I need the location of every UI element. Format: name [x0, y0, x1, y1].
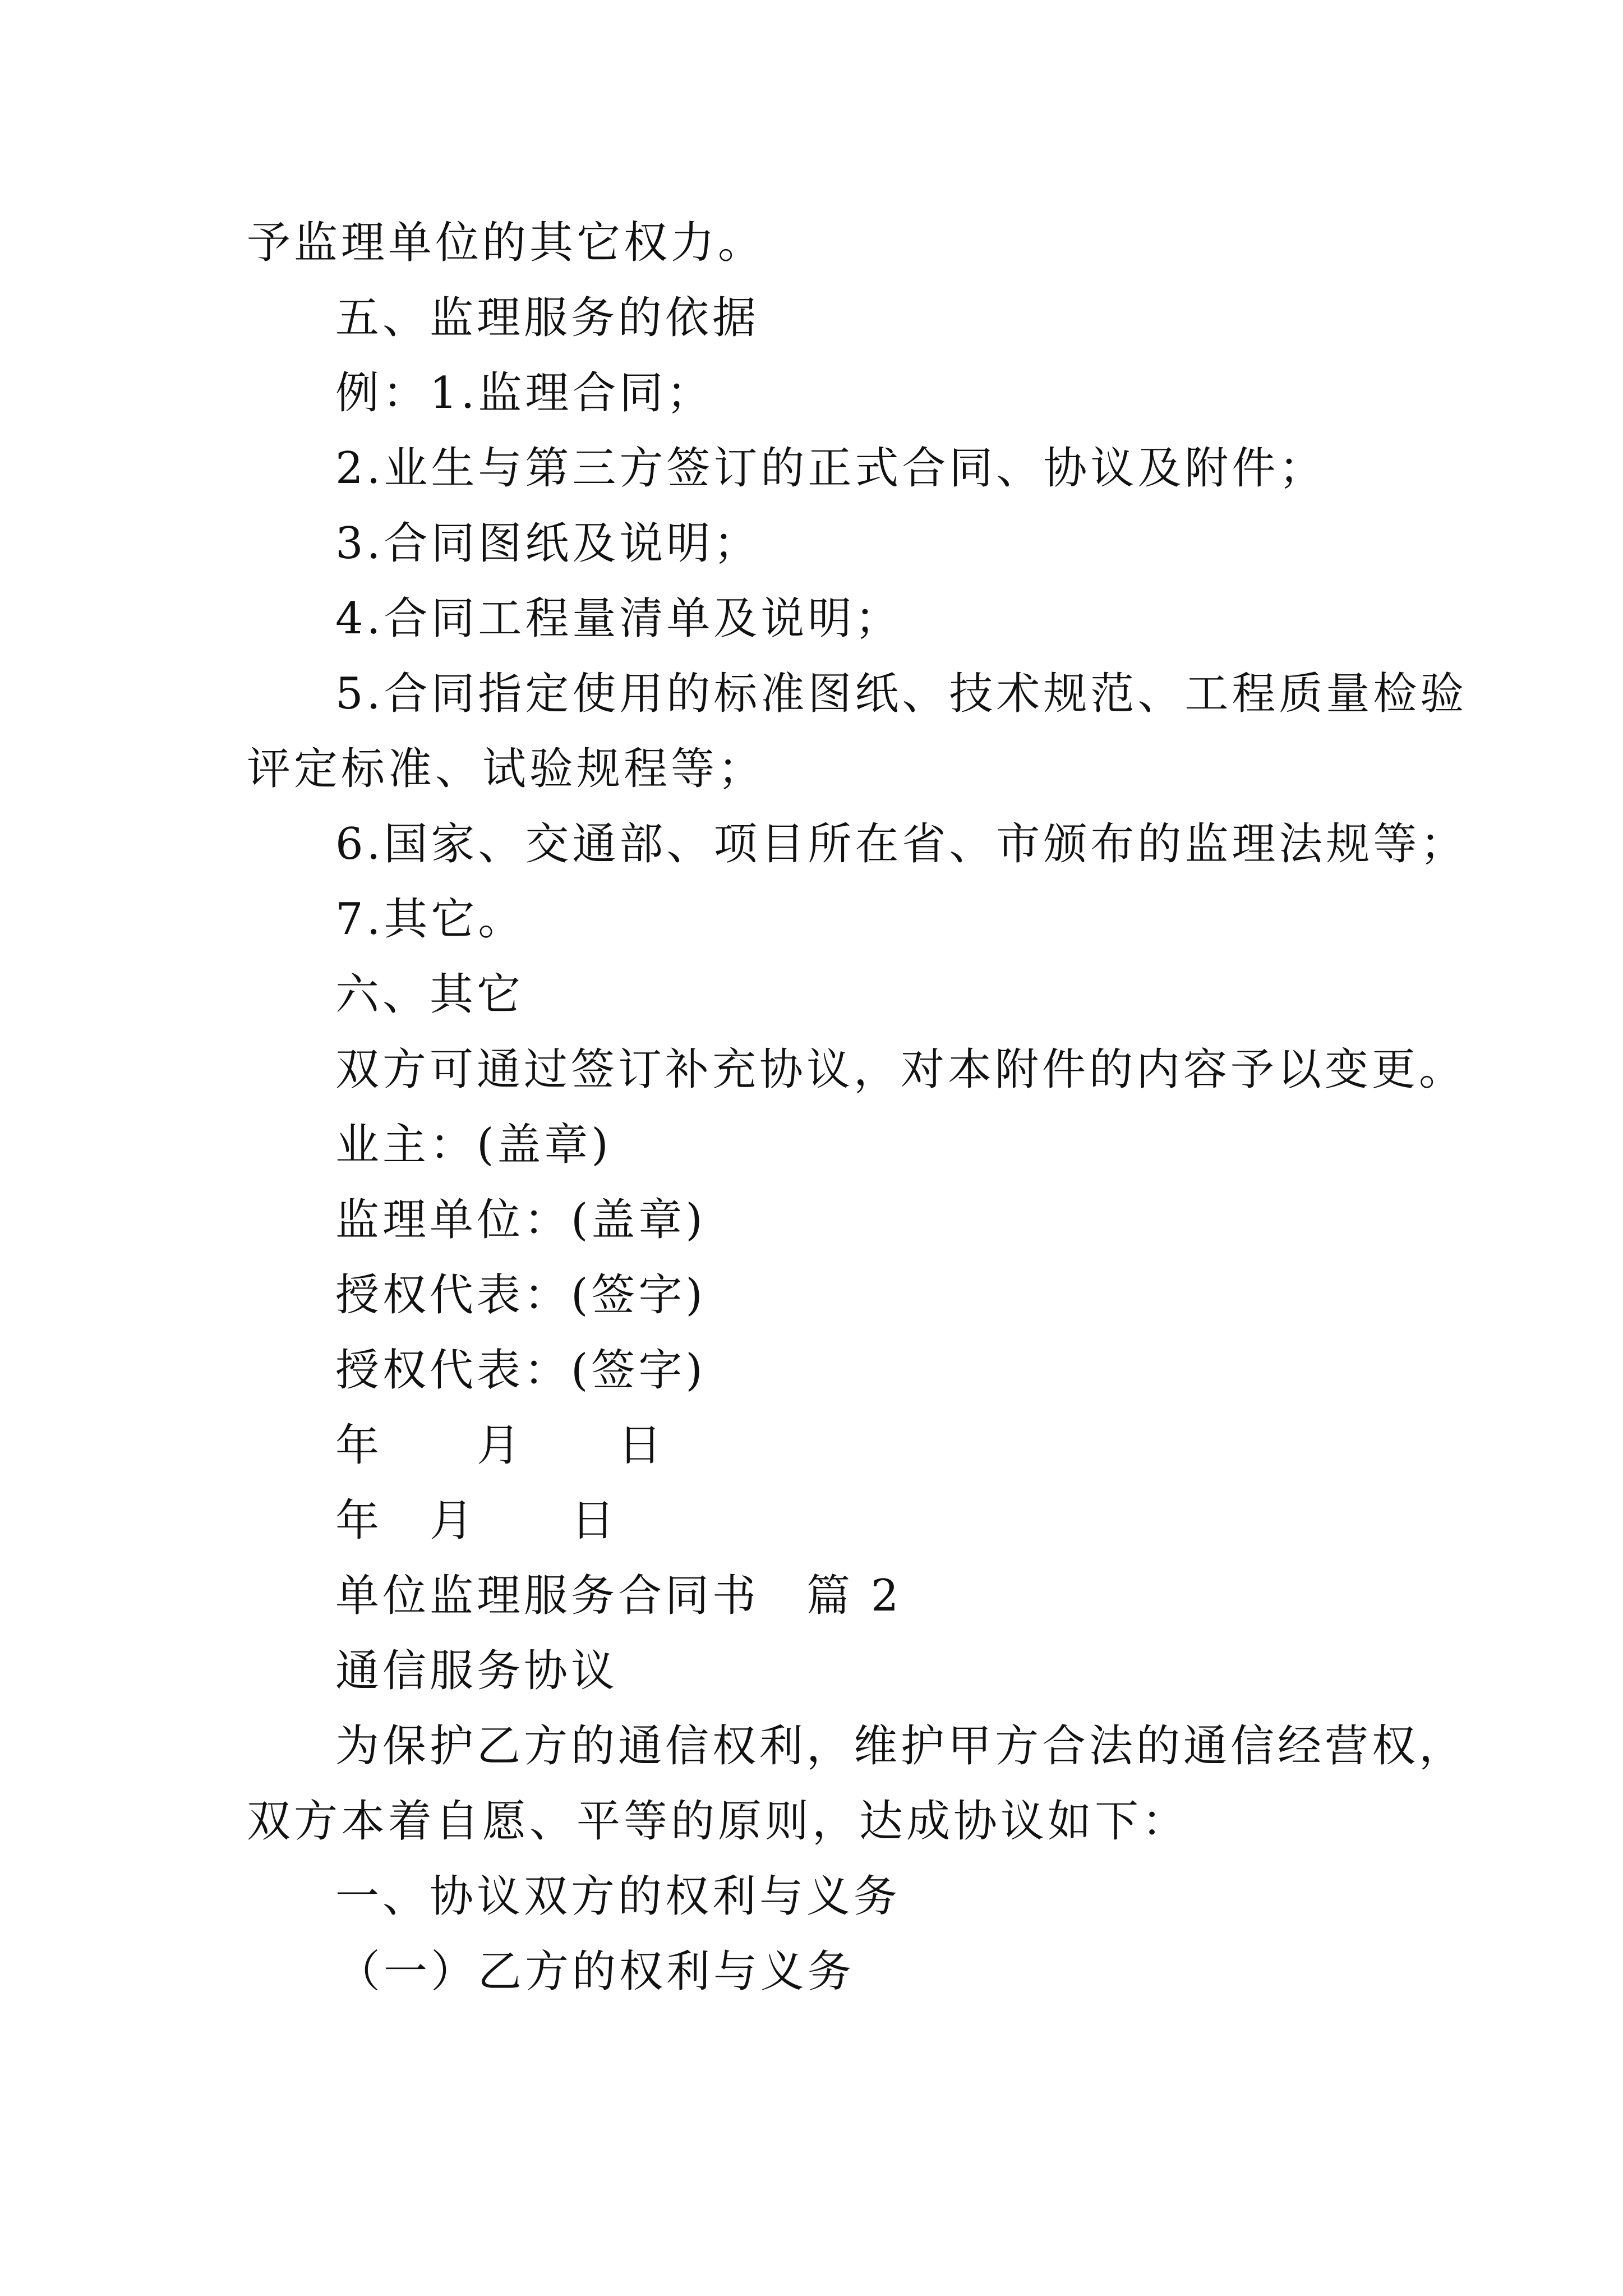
list-item: 6.国家、交通部、项目所在省、市颁布的监理法规等；	[335, 819, 1468, 869]
list-item: 例：1.监理合同；	[335, 368, 714, 418]
signature-line: 授权代表：(签字)	[335, 1270, 706, 1320]
list-item: 3.合同图纸及说明；	[335, 518, 761, 569]
section-heading: 五、监理服务的依据	[335, 293, 760, 343]
paragraph-line: 双方可通过签订补充协议，对本附件的内容予以变更。	[335, 1045, 1467, 1095]
paragraph-line: 予监理单位的其它权力。	[247, 218, 766, 268]
subsection-heading: （一）乙方的权利与义务	[336, 1947, 855, 1997]
signature-line: 授权代表：(签字)	[335, 1345, 706, 1396]
section-heading: 六、其它	[335, 969, 524, 1020]
section-heading: 一、协议双方的权利与义务	[335, 1871, 901, 1922]
date-line: 年 月 日	[335, 1496, 619, 1546]
list-item: 7.其它。	[335, 894, 525, 945]
list-item: 4.合同工程量清单及说明；	[335, 593, 902, 644]
signature-line: 监理单位：(盖章)	[335, 1195, 706, 1245]
list-item: 2.业生与第三方签订的正式合同、协议及附件；	[335, 443, 1326, 494]
date-line: 年 月 日	[335, 1420, 666, 1471]
list-item: 5.合同指定使用的标准图纸、技术规范、工程质量检验	[335, 669, 1468, 719]
paragraph-line: 为保护乙方的通信权利，维护甲方合法的通信经营权，	[335, 1721, 1467, 1772]
paragraph-line: 双方本着自愿、平等的原则，达成协议如下：	[247, 1796, 1189, 1847]
list-item-continuation: 评定标准、试验规程等；	[247, 744, 766, 794]
signature-line: 业主：(盖章)	[335, 1120, 612, 1170]
article-title: 单位监理服务合同书 篇 2	[335, 1571, 902, 1621]
agreement-title: 通信服务协议	[335, 1646, 619, 1696]
